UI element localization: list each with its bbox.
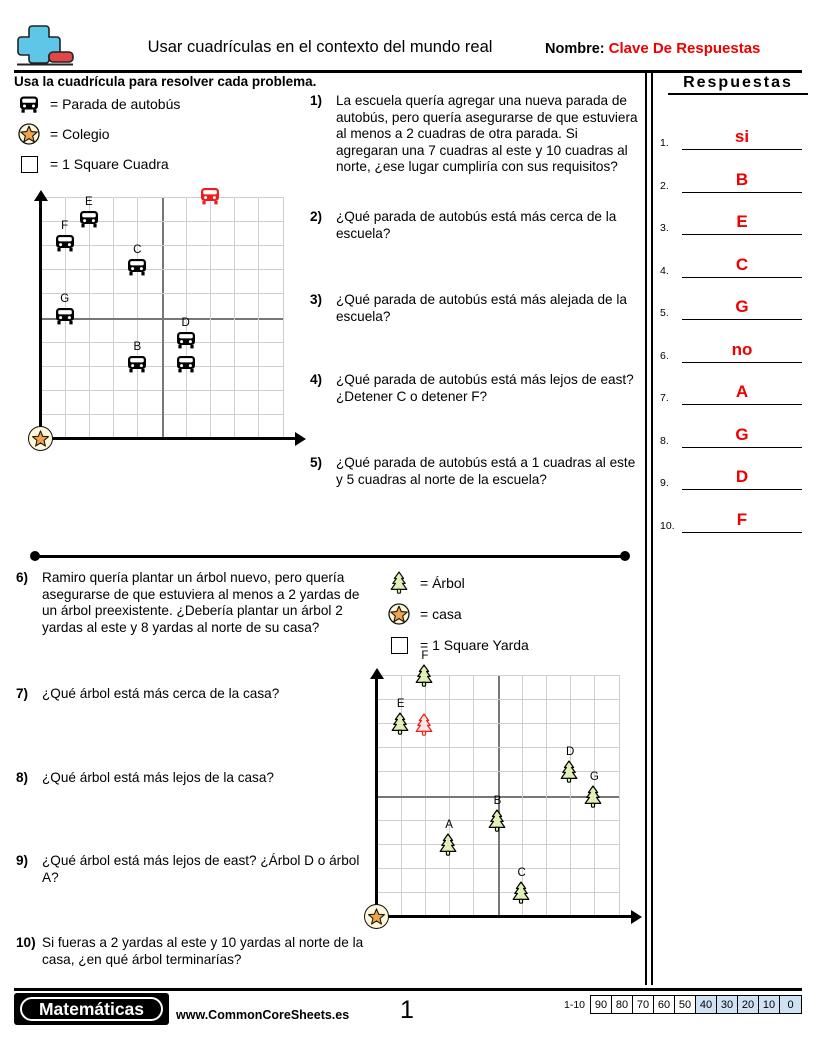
square-icon bbox=[16, 153, 42, 175]
answer-row bbox=[660, 236, 808, 278]
answer-value: G bbox=[735, 297, 749, 316]
page-number: 1 bbox=[400, 996, 414, 1024]
bus-stop-marker bbox=[52, 219, 78, 253]
tree-icon bbox=[438, 833, 460, 853]
marker-label: E bbox=[396, 697, 405, 710]
answer-row bbox=[660, 108, 808, 150]
answer-number: 7. bbox=[660, 392, 669, 404]
grading-scale-cell: 90 bbox=[591, 996, 612, 1013]
legend-label: = casa bbox=[420, 606, 462, 622]
grid-line-vertical bbox=[258, 197, 259, 439]
tree-marker bbox=[412, 713, 438, 743]
answer-value: no bbox=[731, 339, 753, 359]
grading-scale-cells bbox=[590, 995, 802, 1014]
marker-label: D bbox=[565, 746, 575, 759]
legend-item-bus-stop bbox=[16, 93, 180, 115]
grid-line-vertical bbox=[234, 197, 235, 439]
divider-dot-right bbox=[620, 551, 630, 561]
grid-line-horizontal bbox=[41, 269, 283, 270]
grading-scale-cell: 20 bbox=[738, 996, 759, 1013]
marker-label: B bbox=[493, 794, 502, 807]
answer-number: 1. bbox=[660, 137, 669, 149]
star-circle-icon bbox=[16, 123, 42, 145]
tree-marker bbox=[509, 867, 535, 900]
marker-label: G bbox=[589, 770, 599, 783]
question-item bbox=[16, 935, 366, 968]
legend-item-tree bbox=[386, 572, 465, 594]
y-axis bbox=[39, 198, 42, 440]
grading-scale-cell: 70 bbox=[633, 996, 654, 1013]
x-axis bbox=[39, 437, 297, 440]
tree-grid bbox=[370, 649, 650, 928]
bus-stop-marker bbox=[76, 195, 102, 229]
x-axis bbox=[375, 915, 633, 918]
answer-row bbox=[660, 321, 808, 363]
question-text: ¿Qué parada de autobús está a 1 cuadras al este y 5 cuadras al norte de la escuela? bbox=[336, 455, 636, 487]
site-url: www.CommonCoreSheets.es bbox=[176, 1008, 350, 1022]
question-number: 9) bbox=[16, 853, 29, 868]
answer-value: G bbox=[735, 424, 749, 444]
bus-icon bbox=[54, 307, 76, 327]
grid-line-vertical bbox=[619, 675, 620, 917]
answer-row bbox=[660, 491, 808, 533]
question-number: 3) bbox=[310, 292, 323, 307]
question-text: ¿Qué parada de autobús está más cerca de la escuela? bbox=[336, 209, 617, 241]
grading-scale-cell: 40 bbox=[696, 996, 717, 1013]
answer-value: C bbox=[735, 254, 749, 274]
marker-label: F bbox=[421, 649, 429, 662]
grading-scale bbox=[564, 995, 802, 1014]
tree-marker bbox=[557, 746, 583, 779]
tree-icon bbox=[559, 760, 581, 780]
question-item bbox=[16, 570, 366, 636]
bus-stop-marker bbox=[197, 187, 223, 217]
question-number: 7) bbox=[16, 686, 29, 701]
answer-row bbox=[660, 363, 808, 405]
bus-stop-marker bbox=[52, 292, 78, 326]
question-number: 5) bbox=[310, 455, 323, 470]
question-number: 6) bbox=[16, 570, 29, 585]
y-axis-arrow bbox=[34, 190, 48, 201]
bus-icon bbox=[54, 234, 76, 254]
y-axis bbox=[375, 676, 378, 918]
grading-scale-cell: 60 bbox=[654, 996, 675, 1013]
legend-item-house bbox=[386, 603, 462, 625]
grading-scale-cell: 30 bbox=[717, 996, 738, 1013]
school-origin-marker bbox=[28, 426, 53, 451]
section-divider bbox=[34, 555, 628, 558]
name-field bbox=[545, 40, 760, 57]
answer-number: 6. bbox=[660, 349, 669, 362]
legend-label: = 1 Square Cuadra bbox=[50, 156, 169, 172]
question-item bbox=[310, 455, 640, 488]
bus-stop-marker bbox=[124, 340, 150, 374]
bus-icon bbox=[126, 258, 148, 278]
marker-label: B bbox=[133, 340, 142, 353]
subject-badge-label: Matemáticas bbox=[20, 997, 163, 1021]
question-text: La escuela quería agregar una nueva parada de autobús, pero quería asegurarse de que estuviera al menos a 2 cuadras de otra parada. Si agregaran una 7 cuadras al este y 10 cuadras al norte, ¿ese lugar cumpliría con sus requisitos? bbox=[336, 93, 638, 175]
tree-icon bbox=[487, 809, 509, 829]
tree-icon bbox=[414, 713, 436, 733]
answer-value: si bbox=[734, 127, 750, 146]
grading-scale-cell: 50 bbox=[675, 996, 696, 1013]
question-text: ¿Qué árbol está más lejos de la casa? bbox=[42, 770, 274, 785]
legend-item-square-block bbox=[16, 153, 169, 175]
question-item bbox=[16, 686, 279, 703]
bus-icon bbox=[175, 355, 197, 375]
name-label: Nombre: bbox=[545, 41, 605, 57]
answer-number: 5. bbox=[660, 307, 669, 319]
legend-label: = Parada de autobús bbox=[50, 96, 181, 112]
answer-value: B bbox=[735, 169, 749, 189]
legend-label: = 1 Square Yarda bbox=[420, 637, 529, 653]
answer-number: 2. bbox=[660, 179, 669, 192]
tree-marker bbox=[388, 697, 414, 731]
tree-icon bbox=[414, 664, 436, 684]
legend-label: = Árbol bbox=[420, 575, 465, 591]
answer-number: 10. bbox=[660, 519, 675, 532]
bus-icon bbox=[126, 355, 148, 375]
question-item bbox=[16, 853, 366, 886]
answer-row bbox=[660, 151, 808, 193]
answer-row bbox=[660, 406, 808, 448]
page-title: Usar cuadrículas en el contexto del mundo real bbox=[147, 38, 493, 56]
answer-value: A bbox=[735, 382, 749, 401]
marker-label: C bbox=[133, 244, 142, 257]
answer-number: 3. bbox=[660, 222, 669, 234]
grading-scale-cell: 80 bbox=[612, 996, 633, 1013]
grid-line-vertical bbox=[210, 197, 211, 439]
grading-scale-cell: 10 bbox=[759, 996, 780, 1013]
grading-scale-cell: 0 bbox=[780, 996, 801, 1013]
square-icon bbox=[386, 634, 412, 656]
question-text: ¿Qué árbol está más lejos de east? ¿Árbol D o árbol A? bbox=[42, 853, 360, 885]
answer-number: 8. bbox=[660, 434, 669, 447]
grading-scale-range: 1-10 bbox=[563, 998, 585, 1011]
tree-marker bbox=[581, 770, 607, 804]
tree-icon bbox=[390, 712, 412, 732]
tree-marker bbox=[436, 818, 462, 852]
answer-line bbox=[682, 532, 802, 533]
marker-label: F bbox=[61, 219, 69, 232]
answer-row bbox=[660, 448, 808, 490]
subject-badge bbox=[14, 993, 169, 1025]
question-text: ¿Qué parada de autobús está más alejada de la escuela? bbox=[336, 292, 627, 324]
marker-label: D bbox=[181, 316, 190, 329]
marker-label: C bbox=[517, 867, 526, 880]
name-value: Clave De Respuestas bbox=[608, 40, 761, 57]
grid-line-vertical bbox=[283, 197, 284, 439]
answer-row bbox=[660, 193, 808, 235]
answer-value: F bbox=[736, 509, 748, 529]
answers-title: Respuestas bbox=[668, 74, 808, 95]
tree-marker bbox=[412, 649, 438, 683]
star-circle-icon bbox=[386, 603, 412, 625]
answer-value: E bbox=[736, 212, 748, 231]
instructions-text: Usa la cuadrícula para resolver cada problema. bbox=[14, 74, 317, 89]
house-origin-marker bbox=[364, 904, 389, 929]
bus-stop-marker bbox=[173, 344, 199, 374]
question-number: 8) bbox=[16, 770, 29, 785]
bus-stop-marker bbox=[124, 244, 150, 277]
marker-label: A bbox=[445, 818, 453, 831]
legend-label: = Colegio bbox=[50, 126, 110, 142]
answer-number: 4. bbox=[660, 264, 669, 277]
question-item bbox=[310, 372, 640, 405]
question-item bbox=[16, 770, 274, 787]
marker-label: G bbox=[60, 292, 70, 305]
tree-icon bbox=[583, 785, 605, 805]
question-item bbox=[310, 292, 640, 325]
grid-line-vertical bbox=[570, 675, 571, 917]
tree-icon bbox=[386, 572, 412, 594]
tree-marker bbox=[485, 794, 511, 828]
header-divider bbox=[14, 70, 802, 73]
x-axis-arrow bbox=[295, 432, 306, 446]
bus-icon bbox=[199, 187, 221, 207]
column-divider-right bbox=[651, 70, 653, 985]
footer-divider bbox=[14, 988, 802, 991]
question-number: 10) bbox=[16, 935, 36, 950]
x-axis-arrow bbox=[631, 910, 642, 924]
page-header bbox=[0, 0, 816, 72]
answer-value: D bbox=[735, 467, 749, 486]
question-text: ¿Qué parada de autobús está más lejos de east? ¿Detener C o detener F? bbox=[336, 372, 634, 404]
answer-number: 9. bbox=[660, 477, 669, 489]
grid-line-vertical bbox=[546, 675, 547, 917]
question-text: Si fueras a 2 yardas al este y 10 yardas al norte de la casa, ¿en qué árbol terminarías? bbox=[42, 935, 364, 967]
y-axis-arrow bbox=[370, 668, 384, 679]
question-item bbox=[310, 209, 640, 242]
question-item bbox=[310, 93, 640, 176]
legend-item-square-yard bbox=[386, 634, 529, 656]
legend-item-school bbox=[16, 123, 110, 145]
marker-label: E bbox=[85, 195, 93, 208]
question-number: 2) bbox=[310, 209, 323, 224]
plus-block-logo-icon bbox=[14, 22, 76, 68]
bus-icon bbox=[78, 210, 100, 230]
question-text: Ramiro quería plantar un árbol nuevo, pero quería asegurarse de que estuviera al menos a 2 yardas de un árbol preexistente. ¿Debería plantar un árbol 2 yardas al este y 8 yardas al norte de su casa? bbox=[42, 570, 360, 635]
bus-stop-grid bbox=[34, 190, 314, 450]
tree-icon bbox=[511, 881, 533, 901]
question-number: 1) bbox=[310, 93, 323, 108]
bus-icon bbox=[16, 93, 42, 115]
question-number: 4) bbox=[310, 372, 323, 387]
answer-row bbox=[660, 278, 808, 320]
question-text: ¿Qué árbol está más cerca de la casa? bbox=[42, 686, 280, 701]
